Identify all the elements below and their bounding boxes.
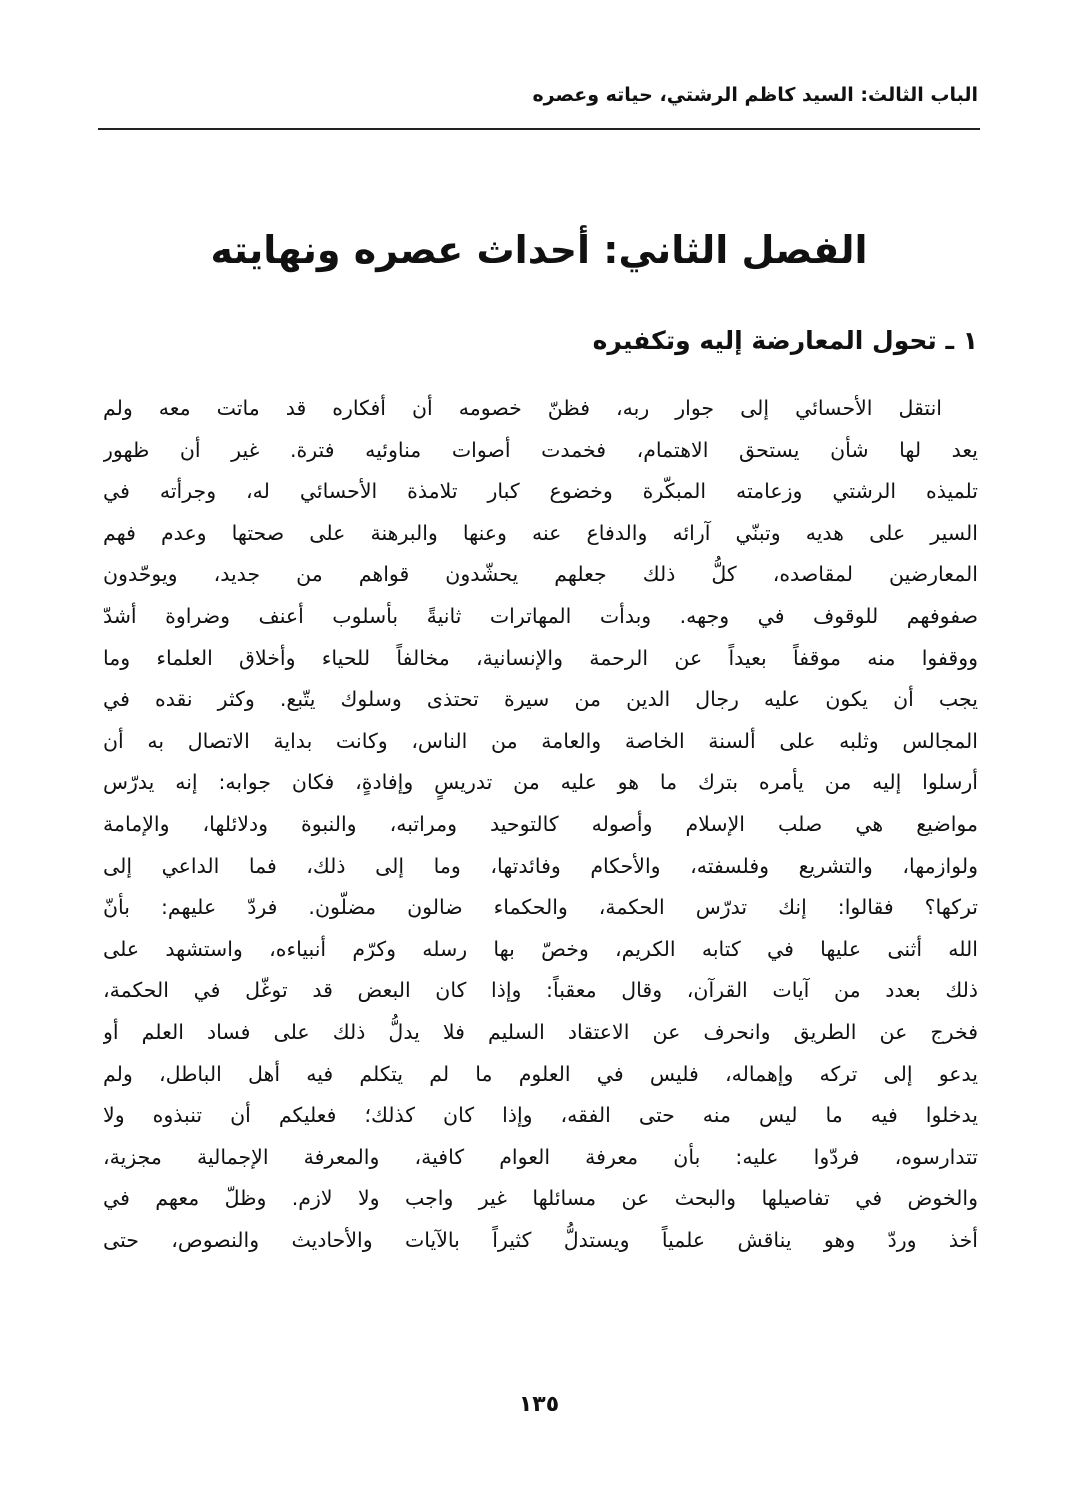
text-line: المجالس وثلبه على ألسنة الخاصة والعامة من الناس، وكانت بداية الاتصال به أن [103, 728, 978, 753]
header-rule [98, 128, 980, 130]
text-line: تتدارسوه، فردّوا عليه: بأن معرفة العوام كافية، والمعرفة الإجمالية مجزية، [103, 1144, 978, 1169]
text-line: مواضيع هي صلب الإسلام وأصوله كالتوحيد ومراتبه، والنبوة ودلائلها، والإمامة [103, 811, 978, 836]
text-line: يدعو إلى تركه وإهماله، فليس في العلوم ما لم يتكلم فيه أهل الباطل، ولم [103, 1061, 978, 1086]
body-text [103, 388, 978, 1261]
text-line: أخذ وردّ وهو يناقش علمياً ويستدلُّ كثيراً بالآيات والأحاديث والنصوص، حتى [103, 1227, 978, 1252]
page-number: ١٣٥ [518, 1392, 560, 1417]
text-line: انتقل الأحسائي إلى جوار ربه، فظنّ خصومه أن أفكاره قد ماتت معه ولم [103, 396, 942, 420]
text-line: يدخلوا فيه ما ليس منه حتى الفقه، وإذا كان كذلك؛ فعليكم أن تنبذوه ولا [103, 1103, 978, 1128]
text-line: المعارضين لمقاصده، كلُّ ذلك جعلهم يحشّدون قواهم من جديد، ويوحّدون [103, 562, 978, 587]
text-line: ذلك بعدد من آيات القرآن، وقال معقباً: وإذا كان البعض قد توغّل في الحكمة، [103, 978, 978, 1003]
text-line: يعد لها شأن يستحق الاهتمام، فخمدت أصوات مناوئيه فترة. غير أن ظهور [103, 437, 978, 462]
text-line: صفوفهم للوقوف في وجهه. وبدأت المهاترات ثانيةً بأسلوب أعنف وضراوة أشدّ [103, 603, 978, 628]
text-line: السير على هديه وتبنّي آرائه والدفاع عنه وعنها والبرهنة على صحتها وعدم فهم [103, 520, 978, 545]
text-line: فخرج عن الطريق وانحرف عن الاعتقاد السليم فلا يدلُّ ذلك على فساد العلم أو [103, 1019, 978, 1044]
text-line: الله أثنى عليها في كتابه الكريم، وخصّ بها رسله وكرّم أنبياءه، واستشهد على [103, 936, 978, 961]
chapter-title: الفصل الثاني: أحداث عصره ونهايته [210, 228, 868, 272]
text-line: أرسلوا إليه من يأمره بترك ما هو عليه من تدريسٍ وإفادةٍ، فكان جوابه: إنه يدرّس [103, 770, 978, 795]
running-header: الباب الثالث: السيد كاظم الرشتي، حياته وعصره [532, 84, 978, 106]
text-line: ووقفوا منه موقفاً بعيداً عن الرحمة والإنسانية، مخالفاً للحياء وأخلاق العلماء وما [103, 645, 978, 670]
text-line: والخوض في تفاصيلها والبحث عن مسائلها غير واجب ولا لازم. وظلّ معهم في [103, 1186, 978, 1211]
text-line: ولوازمها، والتشريع وفلسفته، والأحكام وفائدتها، وما إلى ذلك، فما الداعي إلى [103, 853, 978, 878]
text-line: يجب أن يكون عليه رجال الدين من سيرة تحتذى وسلوك يتّبع. وكثر نقده في [103, 687, 978, 712]
section-title: ١ ـ تحول المعارضة إليه وتكفيره [592, 326, 978, 355]
text-line: تلميذه الرشتي وزعامته المبكّرة وخضوع كبار تلامذة الأحسائي له، وجرأته في [103, 479, 978, 504]
text-line: تركها؟ فقالوا: إنك تدرّس الحكمة، والحكماء ضالون مضلّون. فردّ عليهم: بأنّ [103, 895, 978, 920]
